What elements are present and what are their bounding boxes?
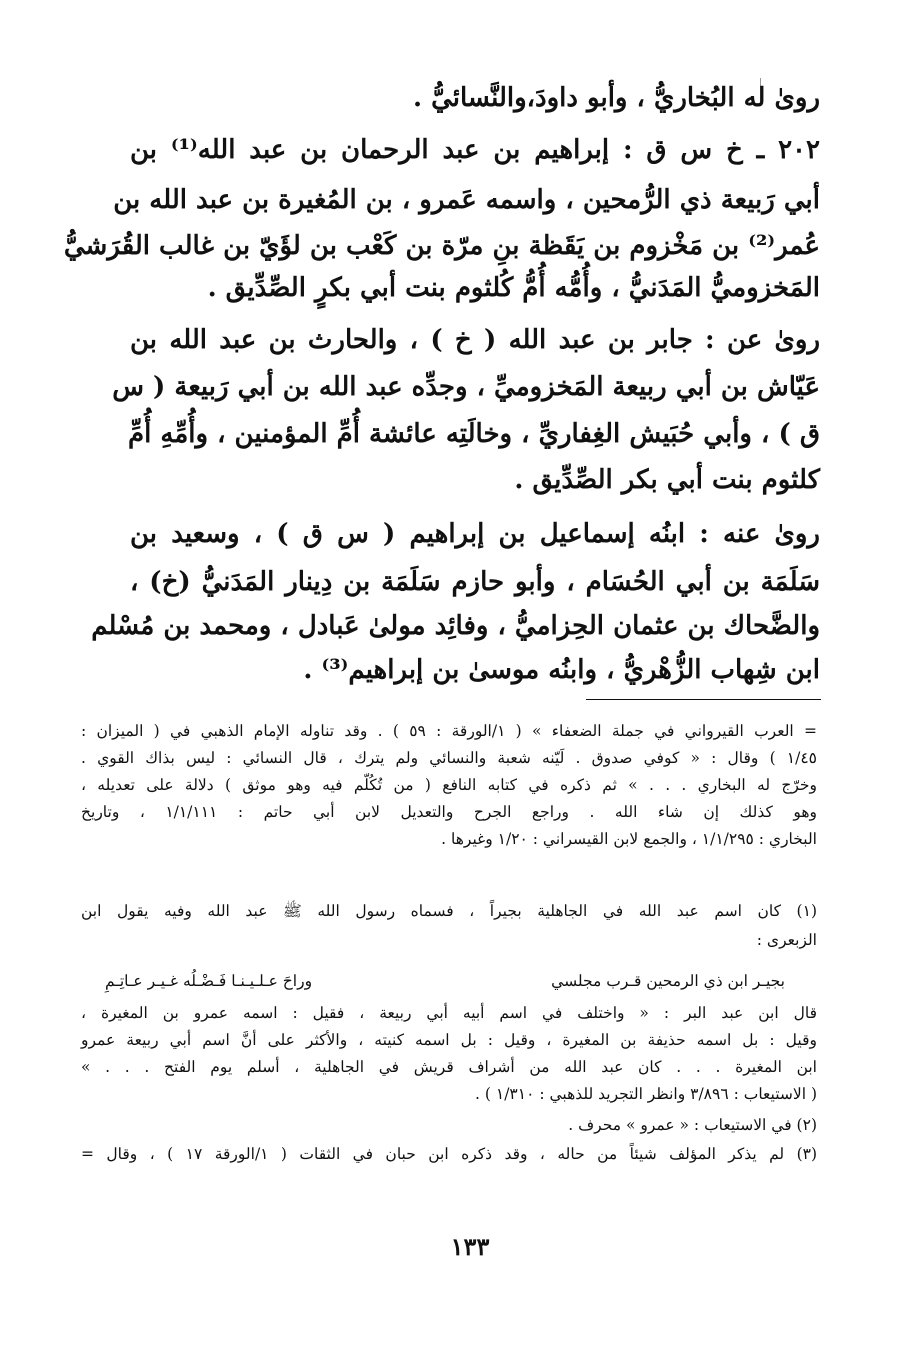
footnote-line: ١/٤٥ ) وقال : « كوفي صدوق . لَيّنه شعبة والنسائي ولم يترك ، قال النسائي : ليس بذاك القوي . bbox=[81, 749, 817, 767]
main-line: ق ) ، وأبي حُبَيش الغِفاريِّ ، وخالَتِه عائشة أُمِّ المؤمنين ، وأُمِّهِ أُمِّ bbox=[128, 419, 820, 449]
main-line: عَيّاش بن أبي ربيعة المَخزوميِّ ، وجدِّه عبد الله بن أبي رَبيعة ( س bbox=[112, 372, 820, 402]
poem-first-hemistich: بجيـر ابن ذي الرمحين قـرب مجلسي bbox=[551, 972, 785, 990]
footnote-line: ( الاستيعاب : ٣/٨٩٦ وانظر التجريد للذهبي : ١/٣١٠ ) . bbox=[475, 1085, 817, 1103]
main-line: ابن شِهاب الزُّهْريُّ ، وابنُه موسیٰ بن إبراهيم⁽³⁾ . bbox=[303, 655, 820, 685]
entry-heading-line: ٢٠٢ ـ خ س ق : إبراهيم بن عبد الرحمان بن عبد الله⁽¹⁾ بن bbox=[130, 135, 820, 165]
footnote-1: (١) كان اسم عبد الله في الجاهلية بجيراً ، فسماه رسول الله ﷺ عبد الله وفيه يقول ابن bbox=[81, 902, 817, 920]
footnote-line: قال ابن عبد البر : « واختلف في اسم أبيه أبي ربيعة ، فقيل : اسمه عمرو بن المغيرة ، bbox=[81, 1004, 817, 1022]
narrated-by-heading-line: رویٰ عنه : ابنُه إسماعيل بن إبراهيم ( س ق ) ، وسعيد بن bbox=[130, 519, 820, 549]
poem-verse bbox=[105, 968, 785, 994]
footnote-line: = العرب القيرواني في جملة الضعفاء » ( ١/الورقة : ٥٩ ) . وقد تناوله الإمام الذهبي في ( الميزان : bbox=[81, 722, 817, 740]
main-line: عُمر⁽²⁾ بن مَخْزوم بن يَقَظة بنِ مرّة بن كَعْب بن لؤَيّ بن غالب القُرَشيُّ bbox=[63, 231, 820, 261]
main-line: المَخزوميُّ المَدَنيُّ ، وأُمُّه أُمُّ كُلثوم بنت أبي بكرٍ الصِّدِّيق . bbox=[207, 273, 820, 303]
footnote-line: الزبعرى : bbox=[756, 931, 817, 949]
footnote-line: وخرّج له البخاري . . . » ثم ذكره في كتابه النافع ( من تُكُلّم فيه وهو موثق ) دلالة على تعديله ، bbox=[81, 776, 817, 794]
narrated-from-heading-line: رویٰ عن : جابر بن عبد الله ( خ ) ، والحارث بن عبد الله بن bbox=[130, 325, 820, 355]
main-line: أبي رَبيعة ذي الرُّمحين ، واسمه عَمرو ، بن المُغيرة بن عبد الله بن bbox=[113, 185, 820, 215]
footnote-line: البخاري : ١/١/٢٩٥ ، والجمع لابن القيسراني : ١/٢٠ وغيرها . bbox=[441, 830, 817, 848]
main-line: سَلَمَة بن أبي الحُسَام ، وأبو حازم سَلَمَة بن دِينار المَدَنيُّ (خ) ، bbox=[130, 567, 820, 597]
footnote-3: (٣) لم يذكر المؤلف شيئاً من حاله ، وقد ذكره ابن حبان في الثقات ( ١/الورقة ١٧ ) ، وقال = bbox=[81, 1145, 818, 1163]
main-line: والضَّحاك بن عثمان الحِزاميُّ ، وفائِد مولیٰ عَبادل ، ومحمد بن مُسْلم bbox=[91, 611, 820, 641]
main-line: كلثوم بنت أبي بكر الصِّدِّيق . bbox=[514, 465, 820, 495]
footnote-line: وقيل : بل اسمه حذيفة بن المغيرة ، وقيل : بل اسمه كنيته ، والأكثر على أنَّ اسم أبي ربيعة عمرو bbox=[81, 1031, 817, 1049]
footnote-line: ابن المغيرة . . . كان عبد الله من أشراف قريش في الجاهلية ، أسلم يوم الفتح . . . » bbox=[81, 1058, 817, 1076]
footnote-line: وهو كذلك إن شاء الله . وراجع الجرح والتعديل لابن أبي حاتم : ١/١/١١١ ، وتاريخ bbox=[81, 803, 817, 821]
main-line: رویٰ له البُخاريُّ ، وأبو داودَ،والنَّسائيُّ . bbox=[412, 83, 820, 113]
footnote-2: (٢) في الاستيعاب : « عمرو » محرف . bbox=[568, 1116, 817, 1134]
poem-second-hemistich: وراحَ عـلـيـنـا فَـضْـلُه غـيـر عـاتِـمِ bbox=[105, 972, 313, 990]
page-number: ١٣٣ bbox=[450, 1232, 490, 1261]
footnote-separator bbox=[586, 699, 821, 700]
